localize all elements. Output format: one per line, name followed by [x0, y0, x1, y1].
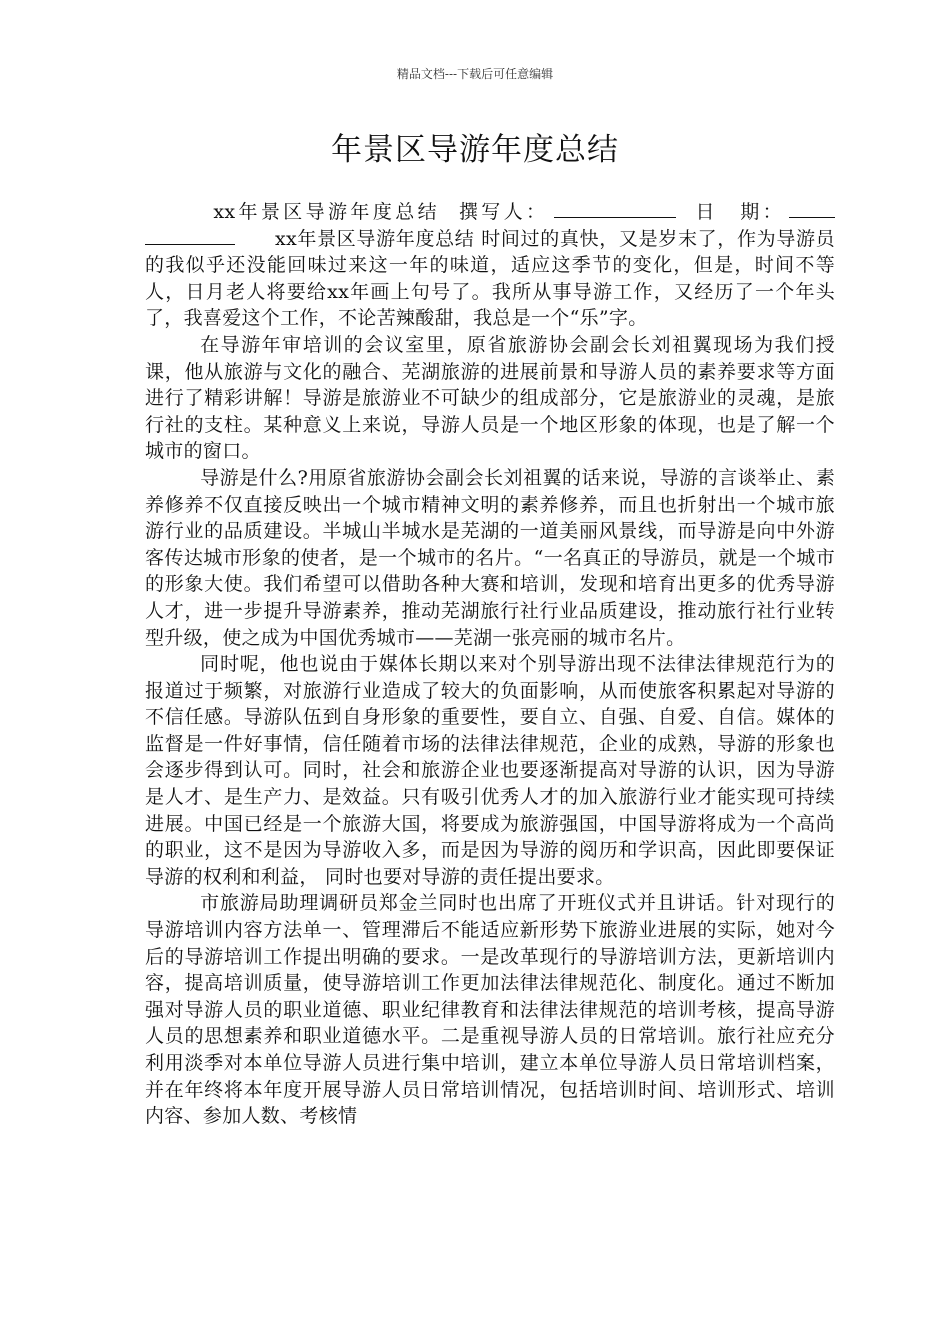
date-label: 日 期：	[692, 201, 786, 223]
date-blank	[789, 199, 835, 218]
author-label: 撰写人：	[458, 201, 549, 223]
intro-paragraph	[145, 199, 835, 332]
header-note: 精品文档---下载后可任意编辑	[396, 67, 554, 81]
body-paragraph: 导游是什么?用原省旅游协会副会长刘祖翼的话来说，导游的言谈举止、素养修养不仅直接反映出一个城市精神文明的素养修养，而且也折射出一个城市旅游行业的品质建设。半城山半城水是芜湖的一道美丽风景线，而导游是向中外游客传达城市形象的使者，是一个城市的名片。“一名真正的导游员，就是一个城市的形象大使。我们希望可以借助各种大赛和培训，发现和培育出更多的优秀导游人才，进一步提升导游素养，推动芜湖旅行社行业品质建设，推动旅行社行业转型升级，使之成为中国优秀城市——芜湖一张亮丽的城市名片。	[145, 466, 835, 649]
author-blank	[554, 199, 676, 218]
body-paragraph: 同时呢，他也说由于媒体长期以来对个别导游出现不法律法律规范行为的报道过于频繁，对旅游行业造成了较大的负面影响，从而使旅客积累起对导游的不信任感。导游队伍到自身形象的重要性，要自立、自强、自爱、自信。媒体的监督是一件好事情，信任随着市场的法律法律规范，企业的成熟，导游的形象也会逐步得到认可。同时，社会和旅游企业也要逐渐提高对导游的认识，因为导游是人才、是生产力、是效益。只有吸引优秀人才的加入旅游行业才能实现可持续进展。中国已经是一个旅游大国，将要成为旅游强国，中国导游将成为一个高尚的职业，这不是因为导游收入多，而是因为导游的阅历和学识高，因此即要保证导游的权利和利益， 同时也要对导游的责任提出要求。	[145, 653, 835, 888]
intro-doc-name: xx年景区导游年度总结	[213, 201, 440, 223]
body-paragraph: 在导游年审培训的会议室里，原省旅游协会副会长刘祖翼现场为我们授课，他从旅游与文化的融合、芜湖旅游的进展前景和导游人员的素养要求等方面进行了精彩讲解！导游是旅游业不可缺少的组成部分，它是旅游业的灵魂，是旅行社的支柱。某种意义上来说，导游人员是一个地区形象的体现，也是了解一个城市的窗口。	[145, 333, 835, 463]
document-title: 年景区导游年度总结	[331, 132, 619, 168]
date-blank-continued	[145, 226, 235, 245]
document-body	[145, 199, 835, 1130]
body-paragraph: 市旅游局助理调研员郑金兰同时也出席了开班仪式并且讲话。针对现行的导游培训内容方法单一、管理滞后不能适应新形势下旅游业进展的实际，她对今后的导游培训工作提出明确的要求。一是改革现行的导游培训方法，更新培训内容，提高培训质量，使导游培训工作更加法律法律规范化、制度化。通过不断加强对导游人员的职业道德、职业纪律教育和法律法律规范的培训考核，提高导游人员的思想素养和职业道德水平。二是重视导游人员的日常培训。旅行社应充分利用淡季对本单位导游人员进行集中培训，建立本单位导游人员日常培训档案，并在年终将本年度开展导游人员日常培训情况，包括培训时间、培训形式、培训内容、参加人数、考核情	[145, 892, 835, 1128]
intro-text: xx年景区导游年度总结 时间过的真快，又是岁末了，作为导游员的我似乎还没能回味过来这一年的味道，适应这季节的变化，但是，时间不等人，日月老人将要给xx年画上句号了。我所从事导游工作，又经历了一个年头了，我喜爱这个工作，不论苦辣酸甜，我总是一个“乐”字。	[145, 227, 835, 330]
